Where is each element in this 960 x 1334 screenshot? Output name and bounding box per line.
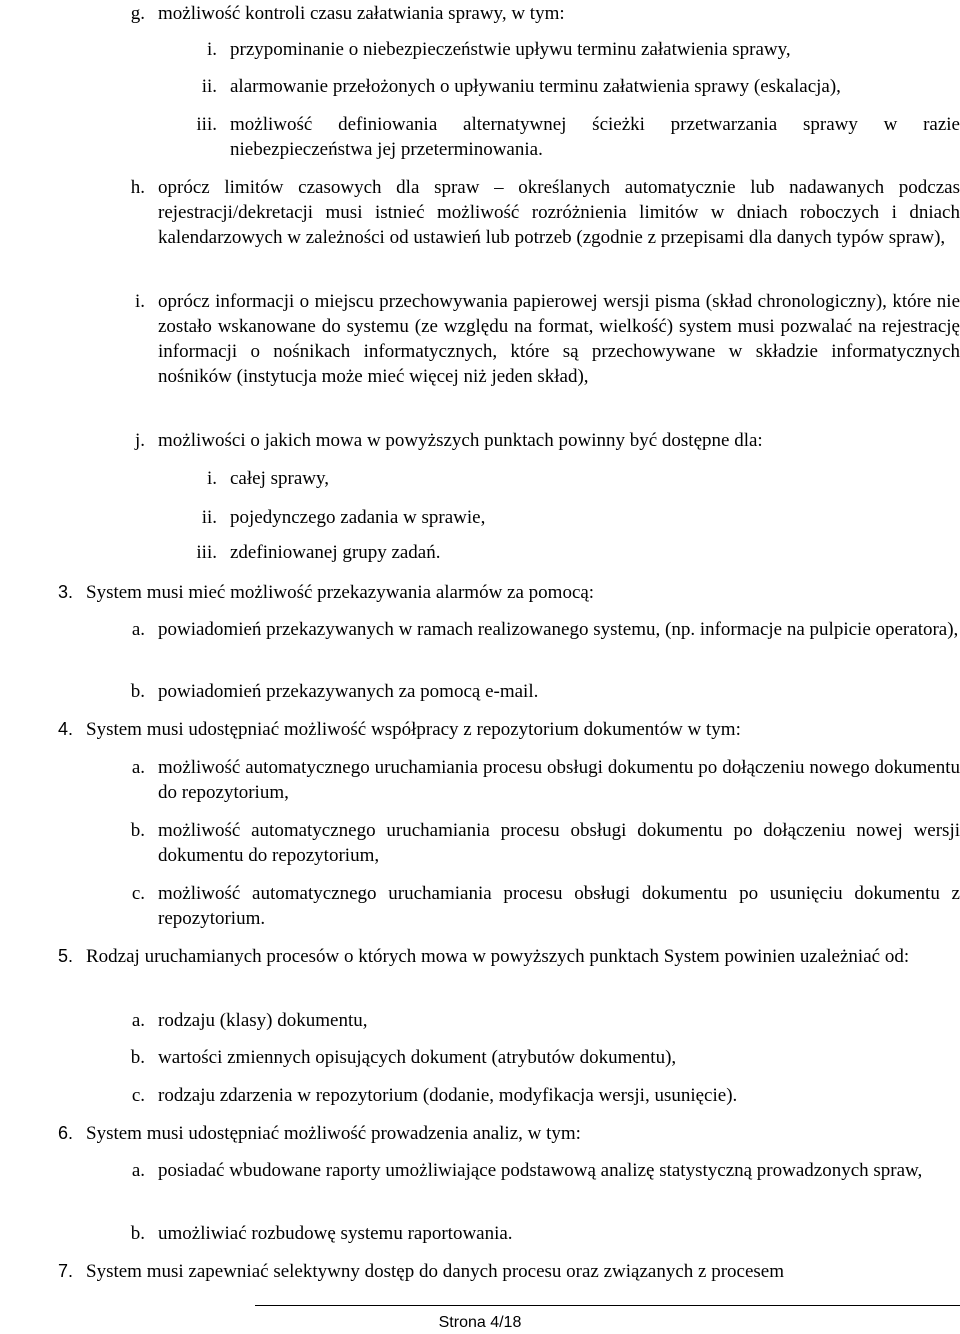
list-item-6b [114,1221,960,1246]
list-text: oprócz informacji o miejscu przechowywania papierowej wersji pisma (skład chronologiczny), które nie zostało wskanowane do systemu (ze względu na format, wielkość) system musi pozwalać na rejestrację informacji o nośnikach informatycznych, które są przechowywane w składzie informatycznych nośników (instytucja może mieć więcej niż jeden skład), [158,291,960,387]
list-marker: c. [131,883,145,904]
list-marker: i. [206,468,217,489]
list-text: umożliwiać rozbudowę systemu raportowania. [158,1223,513,1244]
list-item-g-iii [178,112,960,162]
list-text: możliwość automatycznego uruchamiania procesu obsługi dokumentu po dołączeniu nowego dokumentu do repozytorium, [158,757,960,803]
list-marker: 6. [57,1123,73,1143]
list-item-4 [48,717,960,742]
list-item-g [114,1,960,26]
list-text: rodzaju (klasy) dokumentu, [158,1010,368,1031]
list-item-4c [114,881,960,931]
list-text: System musi mieć możliwość przekazywania alarmów za pomocą: [86,582,595,603]
footer-divider [255,1305,960,1306]
list-text: Rodzaj uruchamianych procesów o których mowa w powyższych punktach System powinien uzależniać od: [86,946,910,967]
list-item-5a [114,1008,960,1033]
list-marker: h. [130,177,145,198]
list-text: pojedynczego zadania w sprawie, [230,507,486,528]
list-item-j [114,428,960,453]
list-text: przypominanie o niebezpieczeństwie upływu terminu załatwienia sprawy, [230,39,791,60]
list-text: możliwość definiowania alternatywnej ścieżki przetwarzania sprawy w razie niebezpieczeństwa jej przeterminowania. [230,114,960,160]
list-marker: a. [131,1160,145,1181]
list-text: wartości zmiennych opisujących dokument (atrybutów dokumentu), [158,1047,677,1068]
list-marker: a. [131,619,145,640]
list-item-6a [114,1158,960,1183]
list-text: oprócz limitów czasowych dla spraw – określanych automatycznie lub nadawanych podczas rejestracji/dekretacji musi istnieć możliwość rozróżnienia limitów w dniach roboczych i dniach kalendarzowych w zależności od ustawień lub potrzeb (zgodnie z przepisami dla danych typów spraw), [158,177,960,248]
list-marker: b. [130,681,145,702]
list-text: System musi udostępniać możliwość prowadzenia analiz, w tym: [86,1123,581,1144]
list-marker: b. [130,820,145,841]
list-item-5c [114,1083,960,1108]
list-item-4a [114,755,960,805]
list-text: powiadomień przekazywanych za pomocą e-mail. [158,681,539,702]
list-marker: ii. [201,76,217,97]
list-item-g-i [178,37,960,62]
list-marker: ii. [201,507,217,528]
page-number: Strona 4/18 [438,1314,522,1331]
list-marker: iii. [196,542,217,563]
list-marker: j. [134,430,145,451]
list-marker: 5. [57,946,73,966]
list-item-h [114,175,960,250]
list-item-3b [114,679,960,704]
list-marker: a. [131,1010,145,1031]
list-marker: 7. [57,1261,73,1281]
list-marker: a. [131,757,145,778]
list-text: rodzaju zdarzenia w repozytorium (dodanie, modyfikacja wersji, usunięcie). [158,1085,738,1106]
list-item-3a [114,617,960,642]
list-text: możliwość kontroli czasu załatwiania sprawy, w tym: [158,3,565,24]
list-text: możliwości o jakich mowa w powyższych punktach powinny być dostępne dla: [158,430,763,451]
list-text: posiadać wbudowane raporty umożliwiające podstawową analizę statystyczną prowadzonych spraw, [158,1160,923,1181]
list-item-j-i [178,466,960,491]
list-text: zdefiniowanej grupy zadań. [230,542,441,563]
list-item-7 [48,1259,960,1284]
list-marker: g. [130,3,145,24]
list-text: alarmowanie przełożonych o upływaniu terminu załatwienia sprawy (eskalacja), [230,76,841,97]
list-marker: c. [131,1085,145,1106]
list-text: System musi udostępniać możliwość współpracy z repozytorium dokumentów w tym: [86,719,741,740]
list-marker: i. [206,39,217,60]
list-item-j-ii [178,505,960,530]
list-item-5 [48,944,960,969]
list-item-j-iii [178,540,960,565]
list-marker: i. [134,291,145,312]
list-text: System musi zapewniać selektywny dostęp do danych procesu oraz związanych z procesem [86,1261,785,1282]
list-item-i [114,289,960,389]
list-item-4b [114,818,960,868]
list-text: całej sprawy, [230,468,329,489]
list-marker: b. [130,1223,145,1244]
list-text: powiadomień przekazywanych w ramach realizowanego systemu, (np. informacje na pulpicie operatora), [158,619,959,640]
list-item-5b [114,1045,960,1070]
list-item-g-ii [178,74,960,99]
list-marker: 3. [57,582,73,602]
list-item-6 [48,1121,960,1146]
list-marker: 4. [57,719,73,739]
list-marker: iii. [196,114,217,135]
list-text: możliwość automatycznego uruchamiania procesu obsługi dokumentu po dołączeniu nowej wersji dokumentu do repozytorium, [158,820,960,866]
list-marker: b. [130,1047,145,1068]
list-text: możliwość automatycznego uruchamiania procesu obsługi dokumentu po usunięciu dokumentu z repozytorium. [158,883,960,929]
list-item-3 [48,580,960,605]
